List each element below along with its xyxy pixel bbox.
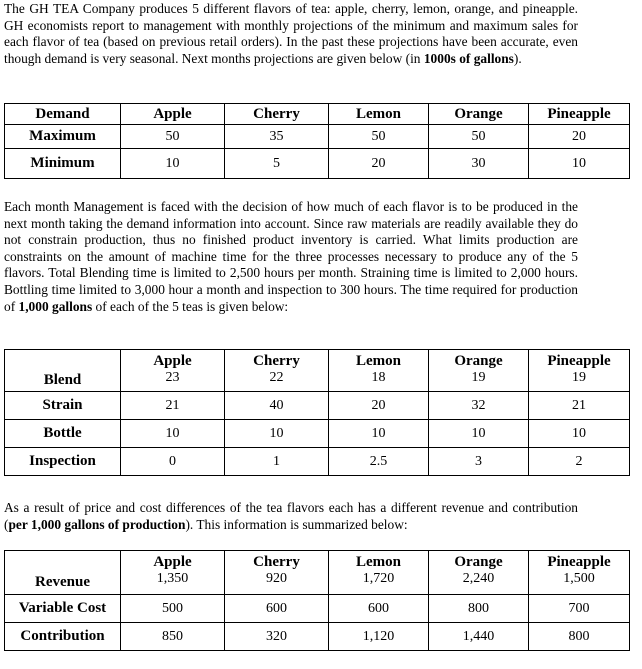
cell: 700 [529,595,630,623]
row-label: Maximum [5,125,121,149]
demand-col-lemon: Lemon [329,104,429,125]
cell: 320 [225,623,329,651]
revenue-header-row [5,551,630,571]
cell: 20 [529,125,630,149]
cell: 600 [225,595,329,623]
production-text-end: of each of the 5 teas is given below: [92,298,289,314]
cell: 35 [225,125,329,149]
cell: 21 [121,392,225,420]
row-label: Strain [5,392,121,420]
cell: 920 [225,571,329,595]
revenue-col-lemon: Lemon [329,551,429,571]
table-row [5,595,630,623]
cell: 40 [225,392,329,420]
cell: 10 [329,420,429,448]
cell: 32 [429,392,529,420]
table-row [5,448,630,476]
cell: 50 [121,125,225,149]
row-label: Blend [5,370,121,392]
cell: 1,720 [329,571,429,595]
time-corner [5,350,121,370]
cell: 2 [529,448,630,476]
table-row [5,392,630,420]
revenue-col-pineapple: Pineapple [529,551,630,571]
intro-paragraph [4,1,578,67]
revenue-col-orange: Orange [429,551,529,571]
row-label: Contribution [5,623,121,651]
cell: 850 [121,623,225,651]
production-paragraph [4,199,578,315]
time-col-cherry: Cherry [225,350,329,370]
intro-bold: 1000s of gallons [423,50,514,66]
cell: 2.5 [329,448,429,476]
cell: 22 [225,370,329,392]
revenue-text-end: ). This information is summarized below: [185,516,408,532]
cell: 50 [329,125,429,149]
cell: 10 [225,420,329,448]
table-row [5,125,630,149]
table-row [5,149,630,179]
cell: 600 [329,595,429,623]
production-bold: 1,000 gallons [18,298,93,314]
cell: 50 [429,125,529,149]
revenue-bold: per 1,000 gallons of production [8,516,186,532]
time-col-apple: Apple [121,350,225,370]
time-col-orange: Orange [429,350,529,370]
cell: 800 [529,623,630,651]
cell: 30 [429,149,529,179]
cell: 18 [329,370,429,392]
cell: 1 [225,448,329,476]
revenue-paragraph [4,500,578,533]
cell: 10 [529,420,630,448]
time-table [4,349,630,476]
intro-text: The GH TEA Company produces 5 different flavors of tea: apple, cherry, lemon, orange, and pineapple. GH economists report to management with monthly projections of the minimum and maximum sales for each flavor of tea (based on previous retail orders). In the past these projections have been accurate, even though demand is very seasonal. Next months projections are given below (in [4,1,578,66]
cell: 1,120 [329,623,429,651]
cell: 20 [329,392,429,420]
cell: 3 [429,448,529,476]
cell: 1,440 [429,623,529,651]
cell: 2,240 [429,571,529,595]
cell: 500 [121,595,225,623]
cell: 10 [121,420,225,448]
demand-col-orange: Orange [429,104,529,125]
revenue-text: As a result of price and cost differences of the tea flavors each has a different revenue and contribution ( [4,500,578,532]
row-label: Bottle [5,420,121,448]
demand-header-row [5,104,630,125]
cell: 19 [429,370,529,392]
revenue-corner [5,551,121,571]
cell: 21 [529,392,630,420]
row-label: Revenue [5,571,121,595]
revenue-col-apple: Apple [121,551,225,571]
intro-text-end: ). [513,50,522,66]
row-label: Inspection [5,448,121,476]
demand-corner: Demand [5,104,121,125]
revenue-col-cherry: Cherry [225,551,329,571]
cell: 800 [429,595,529,623]
row-label: Variable Cost [5,595,121,623]
revenue-table [4,550,630,651]
demand-table [4,103,630,179]
time-col-lemon: Lemon [329,350,429,370]
cell: 23 [121,370,225,392]
cell: 10 [121,149,225,179]
cell: 10 [429,420,529,448]
cell: 1,350 [121,571,225,595]
table-row [5,420,630,448]
cell: 20 [329,149,429,179]
row-label: Minimum [5,149,121,179]
demand-col-cherry: Cherry [225,104,329,125]
demand-col-apple: Apple [121,104,225,125]
cell: 0 [121,448,225,476]
production-text: Each month Management is faced with the decision of how much of each flavor is to be produced in the next month taking the demand information into account. Since raw materials are readily available they do not constrain production, thus no finished product inventory is carried. What limits production are constraints on the amount of machine time for the three processes necessary to produce any of the 5 flavors. Total Blending time is limited to 2,500 hours per month. Straining time is limited to 2,000 hours. Bottling time limited to 3,000 hour a month and inspection to 300 hours. The time required for production of [4,199,578,314]
cell: 5 [225,149,329,179]
cell: 19 [529,370,630,392]
cell: 1,500 [529,571,630,595]
cell: 10 [529,149,630,179]
time-col-pineapple: Pineapple [529,350,630,370]
time-header-row [5,350,630,370]
table-row [5,623,630,651]
demand-col-pineapple: Pineapple [529,104,630,125]
table-row [5,370,630,392]
table-row [5,571,630,595]
